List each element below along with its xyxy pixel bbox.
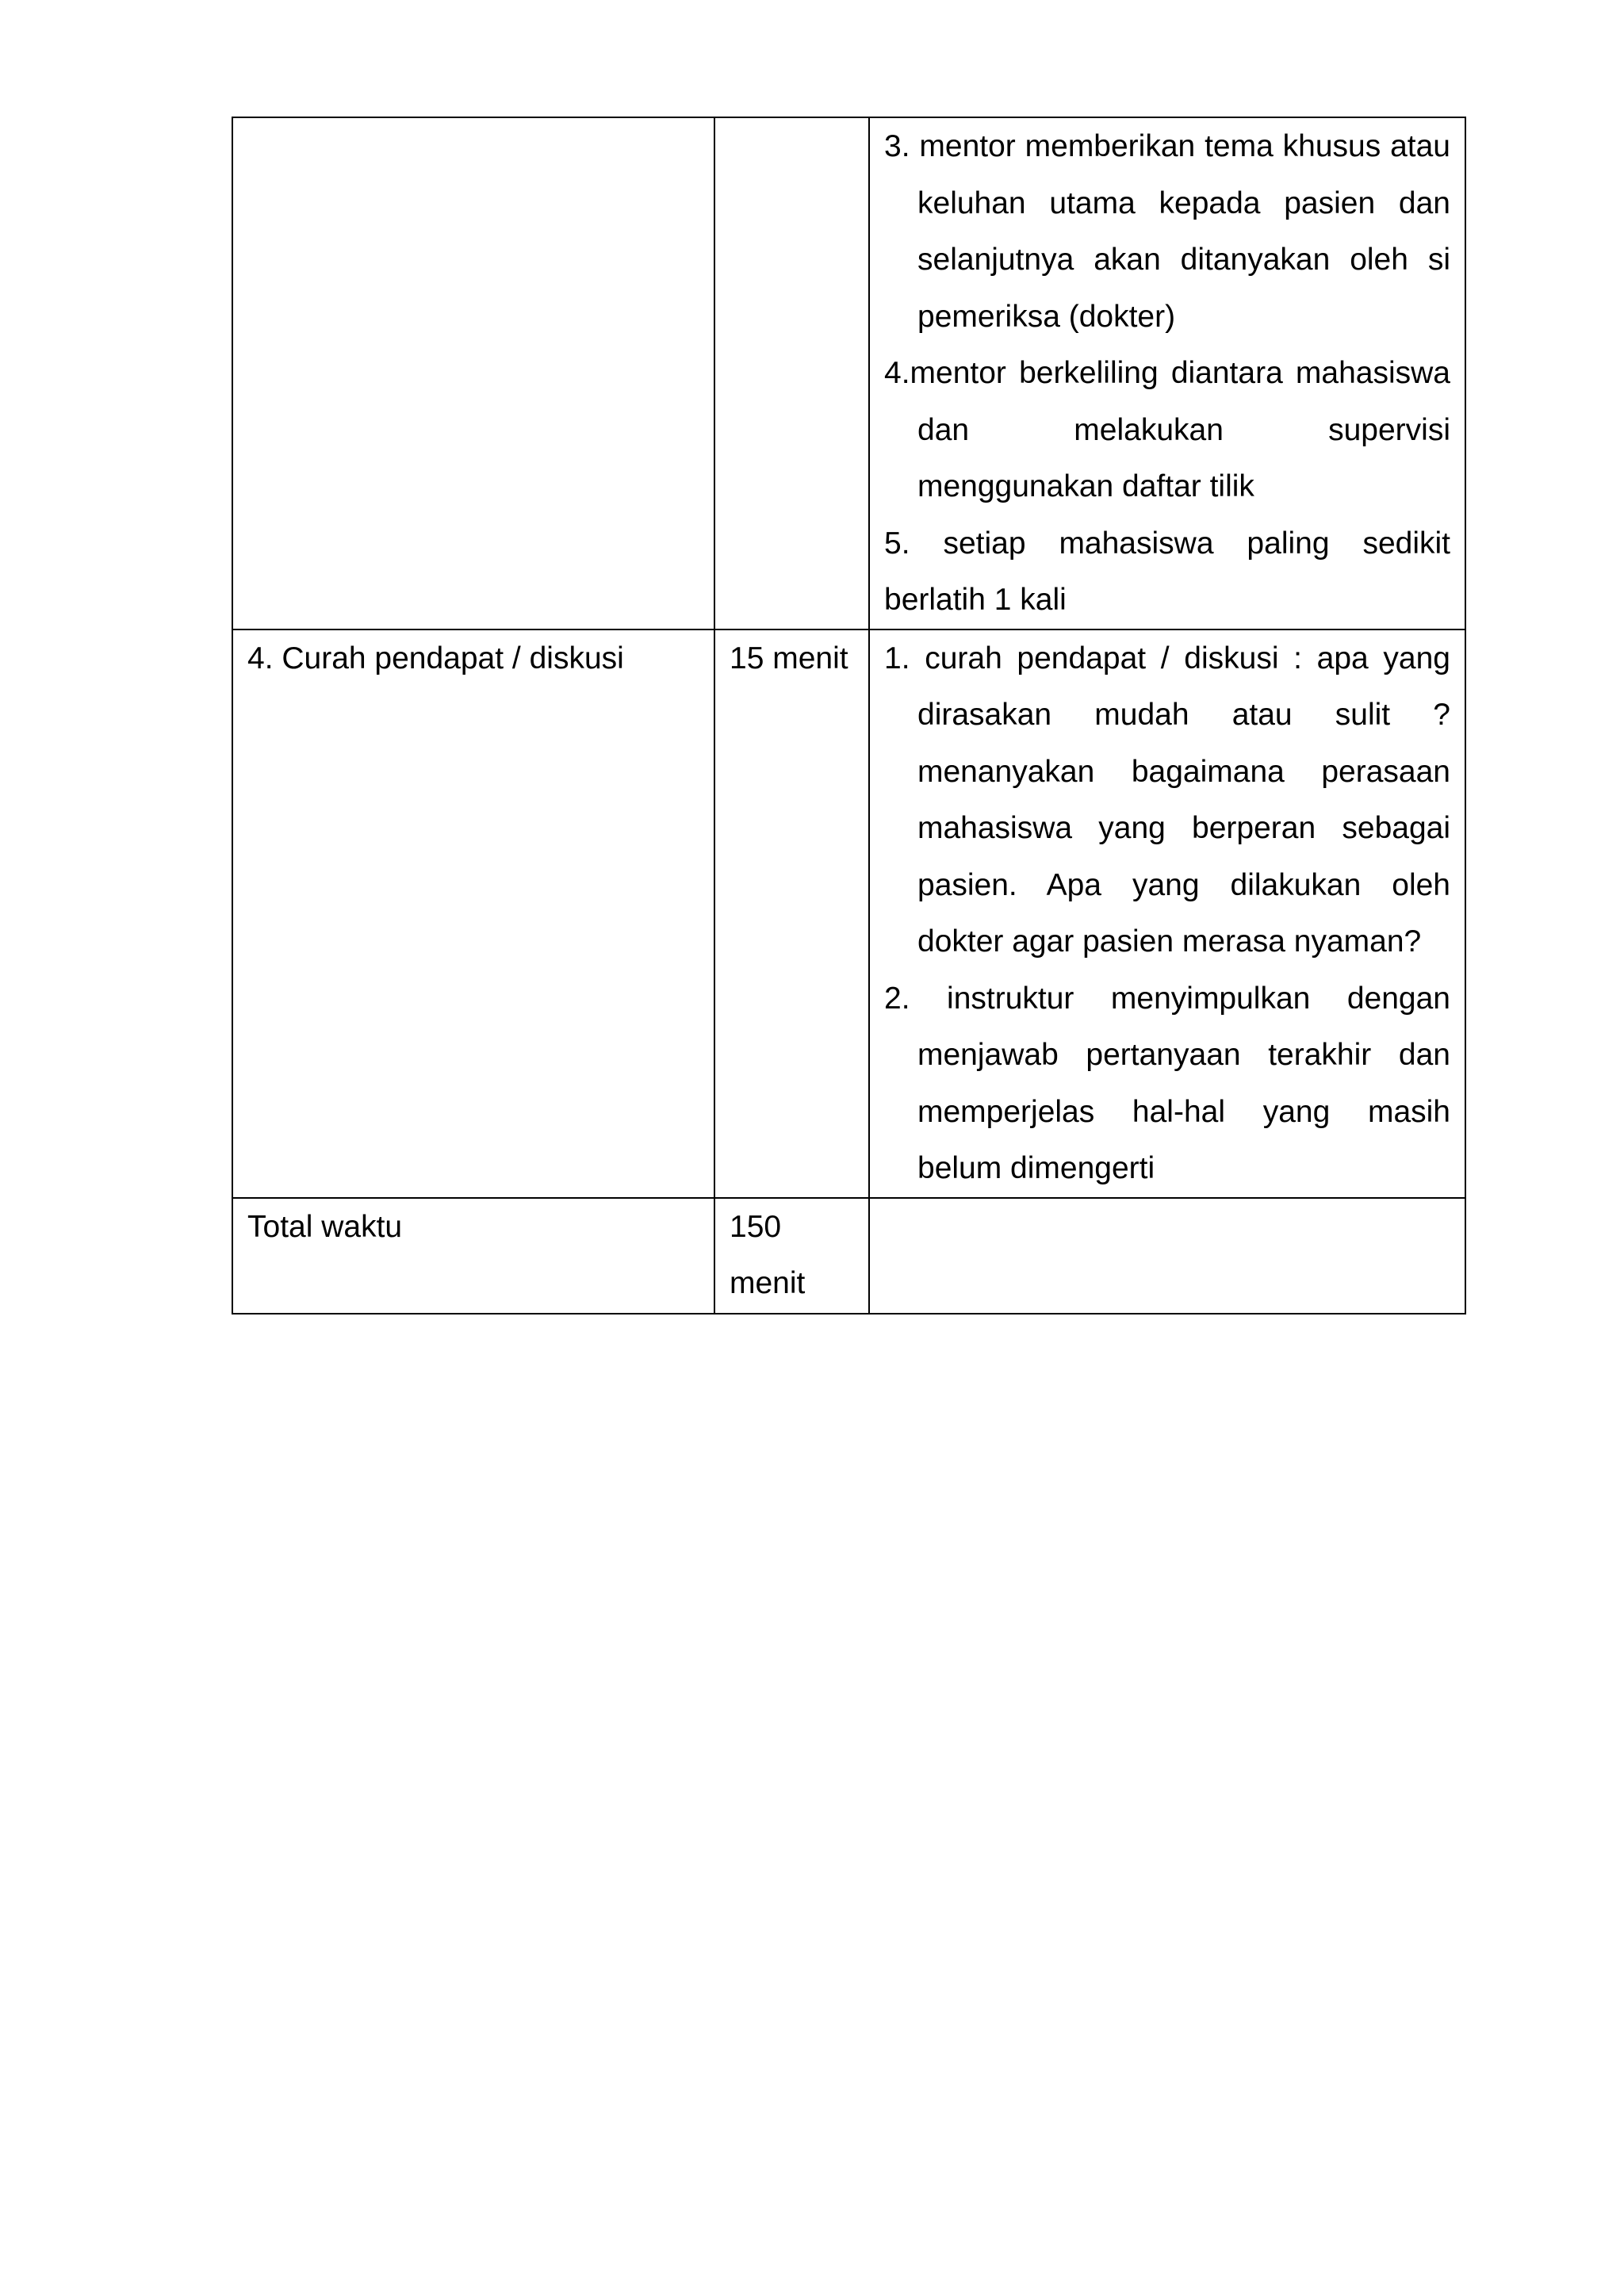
activity-cell bbox=[232, 117, 714, 629]
time-text: 15 menit bbox=[730, 641, 848, 675]
time-cell bbox=[714, 629, 869, 1198]
total-row bbox=[232, 1198, 1465, 1314]
description-item: 1. curah pendapat / diskusi : apa yang dirasakan mudah atau sulit ? menanyakan bagaimana perasaan mahasiswa yang berperan sebagai pasien. Apa yang dilakukan oleh dokter agar pasien merasa nyaman? bbox=[884, 641, 1450, 959]
total-description-cell bbox=[869, 1198, 1465, 1314]
description-item: 3. mentor memberikan tema khusus atau keluhan utama kepada pasien dan selanjutnya akan ditanyakan oleh si pemeriksa (dokter) bbox=[884, 129, 1450, 334]
table-row bbox=[232, 629, 1465, 1198]
total-label-cell bbox=[232, 1198, 714, 1314]
description-cell bbox=[869, 629, 1465, 1198]
description-item: 2. instruktur menyimpulkan dengan menjawab pertanyaan terakhir dan memperjelas hal-hal yang masih belum dimengerti bbox=[884, 981, 1450, 1185]
activity-cell bbox=[232, 629, 714, 1198]
session-schedule-table bbox=[232, 117, 1466, 1314]
table-row bbox=[232, 117, 1465, 629]
total-label: Total waktu bbox=[247, 1209, 403, 1244]
time-cell bbox=[714, 117, 869, 629]
activity-text: 4. Curah pendapat / diskusi bbox=[247, 641, 624, 675]
total-time-cell bbox=[714, 1198, 869, 1314]
total-time: 150 menit bbox=[730, 1209, 806, 1300]
description-item: 5. setiap mahasiswa paling sedikit berlatih 1 kali bbox=[884, 526, 1450, 617]
description-item: 4.mentor berkeliling diantara mahasiswa dan melakukan supervisi menggunakan daftar tilik bbox=[884, 356, 1450, 503]
description-cell bbox=[869, 117, 1465, 629]
